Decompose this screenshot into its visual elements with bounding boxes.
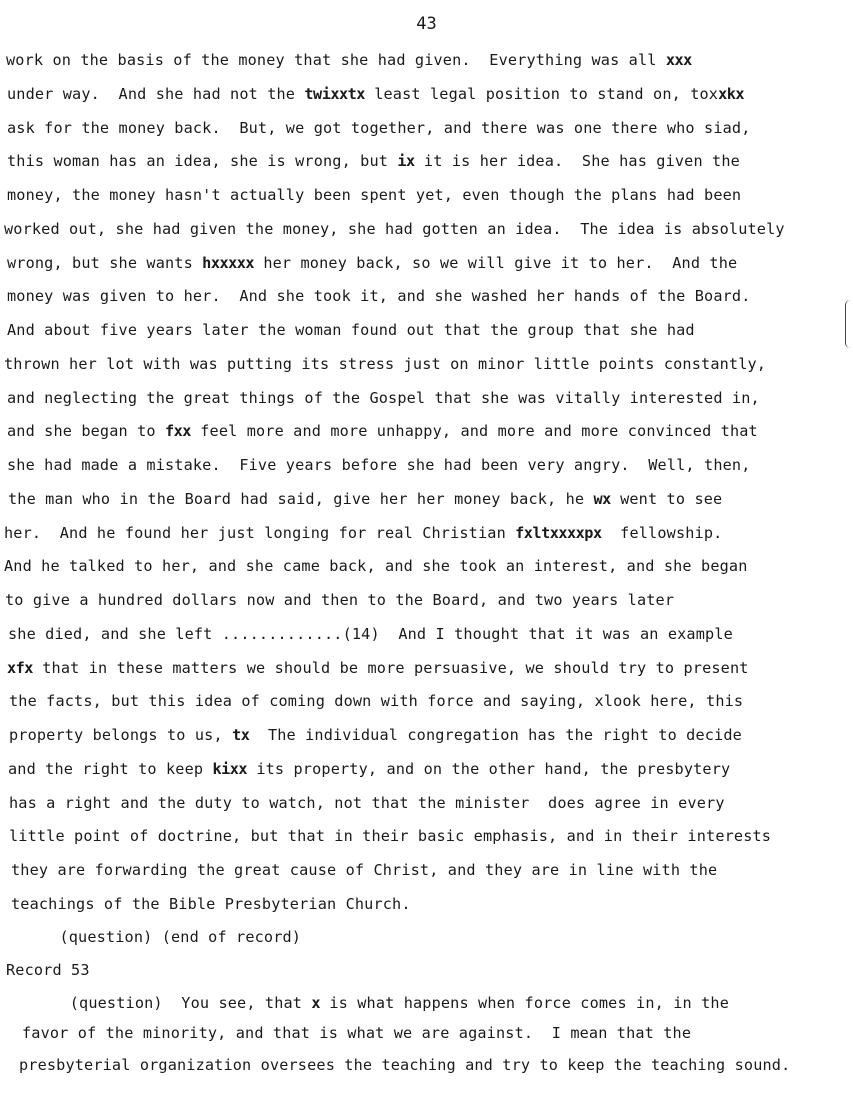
text-line xyxy=(19,1056,790,1074)
text-segment: under way. And she had not the xyxy=(7,84,305,103)
text-segment: (question) You see, that xyxy=(14,994,312,1012)
text-line xyxy=(11,895,411,913)
text-segment: money, the money hasn't actually been spent yet, even though the plans had been xyxy=(7,186,742,204)
text-line xyxy=(7,456,751,474)
text-segment: the facts, but this idea of coming down with force and saying, xlook here, this xyxy=(9,692,744,711)
text-segment: and she began to xyxy=(7,422,165,441)
text-line xyxy=(7,287,751,305)
text-line xyxy=(7,659,749,677)
struck-out-text: kixx xyxy=(212,759,248,778)
text-segment: property belongs to us, xyxy=(9,726,233,744)
text-segment: that in these matters we should be more persuasive, we should try to present xyxy=(32,658,749,677)
text-segment: feel more and more unhappy, and more and more convinced that xyxy=(190,422,758,441)
struck-out-text: fxltxxxxpx xyxy=(515,523,602,542)
text-segment: it is her idea. She has given the xyxy=(414,152,740,171)
struck-out-text: twixxtx xyxy=(304,84,365,103)
text-segment: they are forwarding the great cause of Christ, and they are in line with the xyxy=(11,861,718,879)
text-segment: to give a hundred dollars now and then to the Board, and two years later xyxy=(5,591,675,609)
text-line xyxy=(6,51,692,69)
struck-out-text: xxx xyxy=(665,51,692,69)
text-line xyxy=(6,961,90,979)
text-line xyxy=(7,321,695,339)
text-line xyxy=(4,220,785,238)
text-line xyxy=(22,1024,691,1042)
text-segment: she had made a mistake. Five years before she had been very angry. Well, then, xyxy=(7,456,751,474)
text-line xyxy=(9,827,771,845)
text-segment: its property, and on the other hand, the presbytery xyxy=(247,759,731,778)
text-segment: work on the basis of the money that she had given. Everything was all xyxy=(6,51,666,69)
text-line xyxy=(4,355,766,373)
text-segment: she died, and she left .............(14) And I thought that it was an example xyxy=(8,624,733,643)
text-line xyxy=(9,692,743,710)
text-line xyxy=(7,152,740,170)
text-segment: least legal position to stand on, tox xyxy=(364,84,719,103)
text-line xyxy=(5,591,674,609)
text-segment: ask for the money back. But, we got together, and there was one there who siad, xyxy=(7,118,751,137)
text-segment: presbyterial organization oversees the teaching and try to keep the teaching sound. xyxy=(19,1056,791,1074)
text-line xyxy=(9,726,742,744)
text-segment: and neglecting the great things of the Gospel that she was vitally interested in, xyxy=(7,388,760,407)
text-segment: this woman has an idea, she is wrong, but xyxy=(7,152,398,171)
text-line xyxy=(7,119,751,137)
text-line xyxy=(11,861,717,879)
struck-out-text: x xyxy=(311,994,321,1012)
text-segment: (question) (end of record) xyxy=(13,928,302,946)
text-line xyxy=(13,928,301,946)
text-segment: And he talked to her, and she came back, and she took an interest, and she began xyxy=(4,557,748,576)
text-segment: thrown her lot with was putting its stress just on minor little points constantly, xyxy=(4,354,767,373)
text-segment: Record 53 xyxy=(6,961,90,979)
text-line xyxy=(7,389,760,407)
text-segment: has a right and the duty to watch, not that the minister does agree in every xyxy=(9,793,725,812)
text-segment: the man who in the Board had said, give her her money back, he xyxy=(8,489,594,508)
text-segment: favor of the minority, and that is what we are against. I mean that the xyxy=(22,1024,692,1042)
struck-out-text: ix xyxy=(397,152,415,171)
text-line xyxy=(8,490,722,508)
text-segment: worked out, she had given the money, she had gotten an idea. The idea is absolutely xyxy=(4,219,785,238)
text-segment: her money back, so we will give it to her. And the xyxy=(254,253,738,272)
text-segment: is what happens when force comes in, in the xyxy=(320,994,729,1012)
text-line xyxy=(9,794,725,812)
margin-bracket-mark xyxy=(845,300,850,348)
text-line xyxy=(8,625,733,643)
text-segment: The individual congregation has the right to decide xyxy=(249,726,742,744)
text-segment: money was given to her. And she took it, and she washed her hands of the Board. xyxy=(7,287,751,306)
text-line xyxy=(7,186,741,204)
text-segment: wrong, but she wants xyxy=(7,253,203,272)
text-line xyxy=(4,524,722,542)
text-line xyxy=(7,254,737,272)
text-segment: went to see xyxy=(610,489,723,508)
text-line xyxy=(8,760,730,778)
text-segment: And about five years later the woman found out that the group that she had xyxy=(7,321,695,339)
text-line xyxy=(14,994,729,1012)
struck-out-text: tx xyxy=(232,726,250,744)
text-line xyxy=(7,85,744,103)
page-number: 43 xyxy=(416,14,437,34)
struck-out-text: fxx xyxy=(165,422,191,441)
text-segment: little point of doctrine, but that in their basic emphasis, and in their interests xyxy=(9,827,772,846)
text-line xyxy=(7,422,758,440)
text-line xyxy=(4,557,748,575)
struck-out-text: hxxxxx xyxy=(202,253,255,272)
struck-out-text: xfx xyxy=(7,658,33,677)
struck-out-text: xkx xyxy=(718,84,745,103)
text-segment: her. And he found her just longing for real Christian xyxy=(4,523,516,542)
text-segment: teachings of the Bible Presbyterian Church. xyxy=(11,894,411,913)
struck-out-text: wx xyxy=(593,489,611,508)
text-segment: fellowship. xyxy=(601,523,723,542)
text-segment: and the right to keep xyxy=(8,759,213,778)
